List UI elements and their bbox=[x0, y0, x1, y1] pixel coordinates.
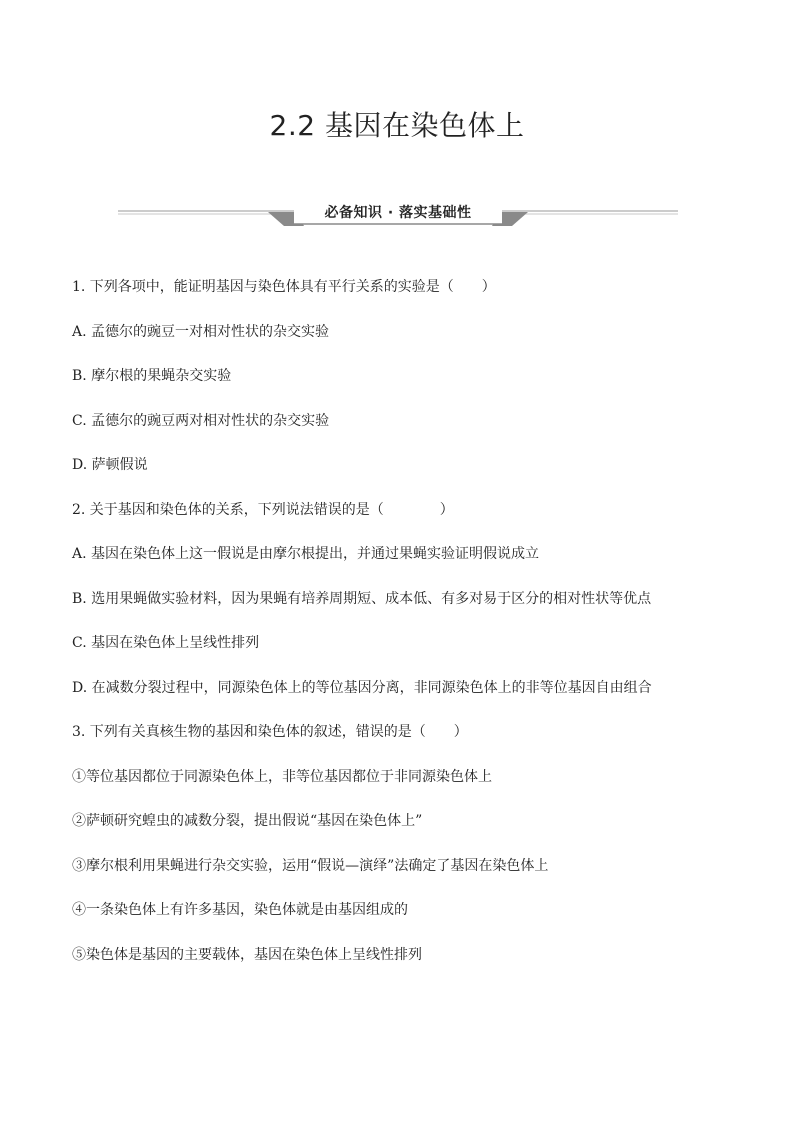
question-2 bbox=[72, 495, 724, 703]
statement-4: ④一条染色体上有许多基因，染色体就是由基因组成的 bbox=[72, 902, 408, 918]
option-b: B. 选用果蝇做实验材料，因为果蝇有培养周期短、成本低、有多对易于区分的相对性状等优点 bbox=[72, 590, 652, 607]
question-stem: 3. 下列有关真核生物的基因和染色体的叙述，错误的是（ ） bbox=[72, 724, 468, 740]
option-d: D. 萨顿假说 bbox=[72, 457, 148, 473]
page-title: 2.2 基因在染色体上 bbox=[269, 109, 525, 142]
question-content bbox=[72, 272, 724, 984]
question-stem: 2. 关于基因和染色体的关系，下列说法错误的是（ ） bbox=[72, 501, 454, 518]
option-d: D. 在减数分裂过程中，同源染色体上的等位基因分离，非同源染色体上的非等位基因自由组合 bbox=[72, 679, 652, 696]
option-a: A. 基因在染色体上这一假说是由摩尔根提出，并通过果蝇实验证明假说成立 bbox=[72, 546, 540, 562]
question-3 bbox=[72, 717, 724, 970]
question-1 bbox=[72, 272, 724, 480]
statement-3: ③摩尔根利用果蝇进行杂交实验，运用“假说—演绎”法确定了基因在染色体上 bbox=[72, 857, 549, 874]
statement-2: ②萨顿研究蝗虫的减数分裂，提出假说“基因在染色体上” bbox=[72, 813, 423, 829]
statement-5: ⑤染色体是基因的主要载体，基因在染色体上呈线性排列 bbox=[72, 946, 422, 963]
option-c: C. 基因在染色体上呈线性排列 bbox=[72, 635, 260, 651]
section-banner bbox=[118, 198, 678, 230]
option-c: C. 孟德尔的豌豆两对相对性状的杂交实验 bbox=[72, 412, 330, 429]
section-label: 必备知识 · 落实基础性 bbox=[324, 205, 472, 221]
option-a: A. 孟德尔的豌豆一对相对性状的杂交实验 bbox=[72, 323, 330, 340]
statement-1: ①等位基因都位于同源染色体上，非等位基因都位于非同源染色体上 bbox=[72, 768, 492, 785]
option-b: B. 摩尔根的果蝇杂交实验 bbox=[72, 368, 232, 384]
question-stem: 1. 下列各项中，能证明基因与染色体具有平行关系的实验是（ ） bbox=[72, 279, 496, 295]
